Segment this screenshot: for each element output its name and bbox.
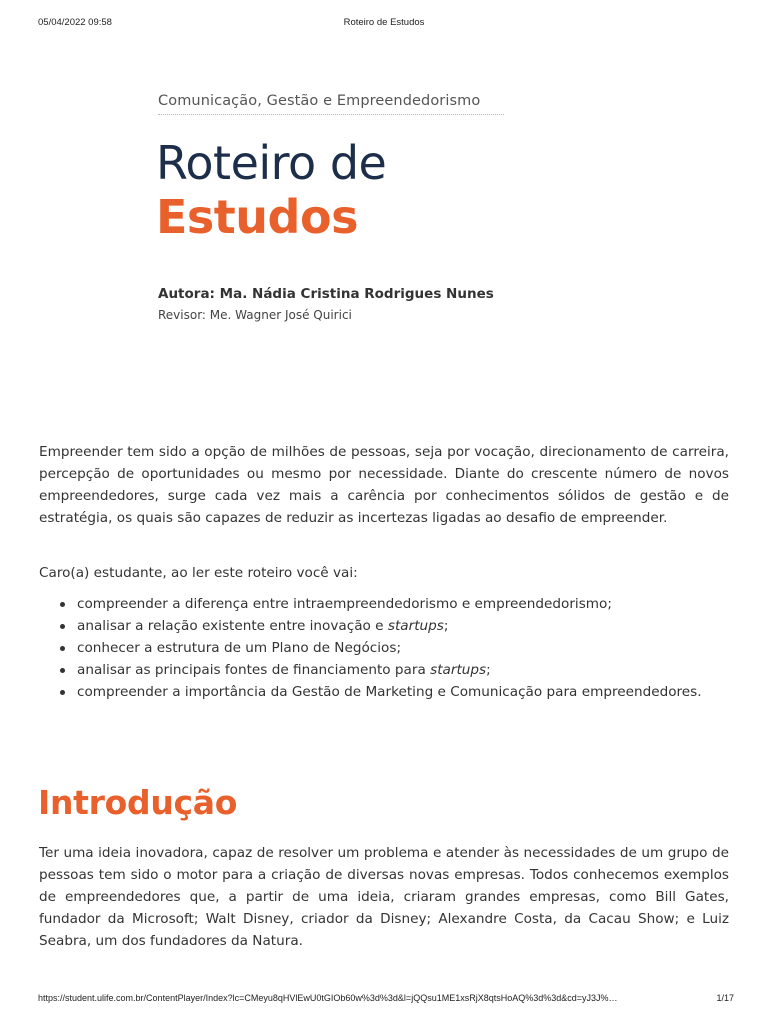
reviser-credit: Revisor: Me. Wagner José Quirici: [158, 308, 352, 322]
page-number: 1/17: [716, 993, 734, 1003]
objective-suffix: ;: [443, 618, 449, 634]
print-datetime: 05/04/2022 09:58: [38, 17, 112, 28]
document-title: [156, 136, 386, 244]
objective-emphasis: startups: [387, 618, 444, 634]
bullet-icon: [60, 602, 65, 607]
bullet-icon: [60, 690, 65, 695]
course-subject: Comunicação, Gestão e Empreendedorismo: [158, 93, 504, 115]
objective-text: analisar a relação existente entre inovação e: [77, 618, 388, 634]
objective-text: compreender a importância da Gestão de Marketing e Comunicação para empreendedores.: [77, 684, 702, 700]
section-paragraph: Ter uma ideia inovadora, capaz de resolver um problema e atender às necessidades de um grupo de pessoas tem sido o motor para a criação de diversas novas empresas. Todos conhecemos exemplos de empreendedores que, a partir de uma ideia, criaram grandes empresas, como Bill Gates, fundador da Microsoft; Walt Disney, criador da Disney; Alexandre Costa, da Cacau Show; e Luiz Seabra, um dos fundadores da Natura.: [39, 845, 729, 949]
list-item: [39, 681, 729, 703]
objective-emphasis: startups: [430, 662, 487, 678]
title-line-2: Estudos: [156, 190, 358, 244]
objective-text: analisar as principais fontes de financiamento para: [77, 662, 431, 678]
bullet-icon: [60, 668, 65, 673]
bullet-icon: [60, 646, 65, 651]
objective-text: conhecer a estrutura de um Plano de Negócios;: [77, 640, 402, 656]
objectives-list: [39, 593, 729, 703]
bullet-icon: [60, 624, 65, 629]
print-url: https://student.ulife.com.br/ContentPlayer/Index?lc=CMeyu8qHVlEwU0tGIOb60w%3d%3d&l=jQQsu1ME1xsRjX8qtsHoAQ%3d%3d&cd=yJ3J%…: [38, 993, 618, 1003]
title-line-1: Roteiro de: [156, 136, 387, 190]
section-heading-introducao: Introdução: [38, 783, 238, 822]
print-header: [38, 17, 730, 31]
author-credit: Autora: Ma. Nádia Cristina Rodrigues Nunes: [158, 286, 494, 302]
list-item: [39, 637, 729, 659]
intro-paragraph: Empreender tem sido a opção de milhões de pessoas, seja por vocação, direcionamento de carreira, percepção de oportunidades ou mesmo por necessidade. Diante do crescente número de novos empreendedores, surge cada vez mais a carência por conhecimentos sólidos de gestão e de estratégia, os quais são capazes de reduzir as incertezas ligadas ao desafio de empreender.: [39, 444, 729, 526]
list-item: [39, 659, 729, 681]
list-item: [39, 615, 729, 637]
list-item: [39, 593, 729, 615]
print-title: Roteiro de Estudos: [343, 17, 425, 28]
objective-suffix: ;: [486, 662, 491, 678]
objective-text: compreender a diferença entre intraempreendedorismo e empreendedorismo;: [77, 596, 612, 612]
objectives-lead: Caro(a) estudante, ao ler este roteiro você vai:: [39, 565, 358, 581]
print-footer: [38, 993, 734, 1007]
